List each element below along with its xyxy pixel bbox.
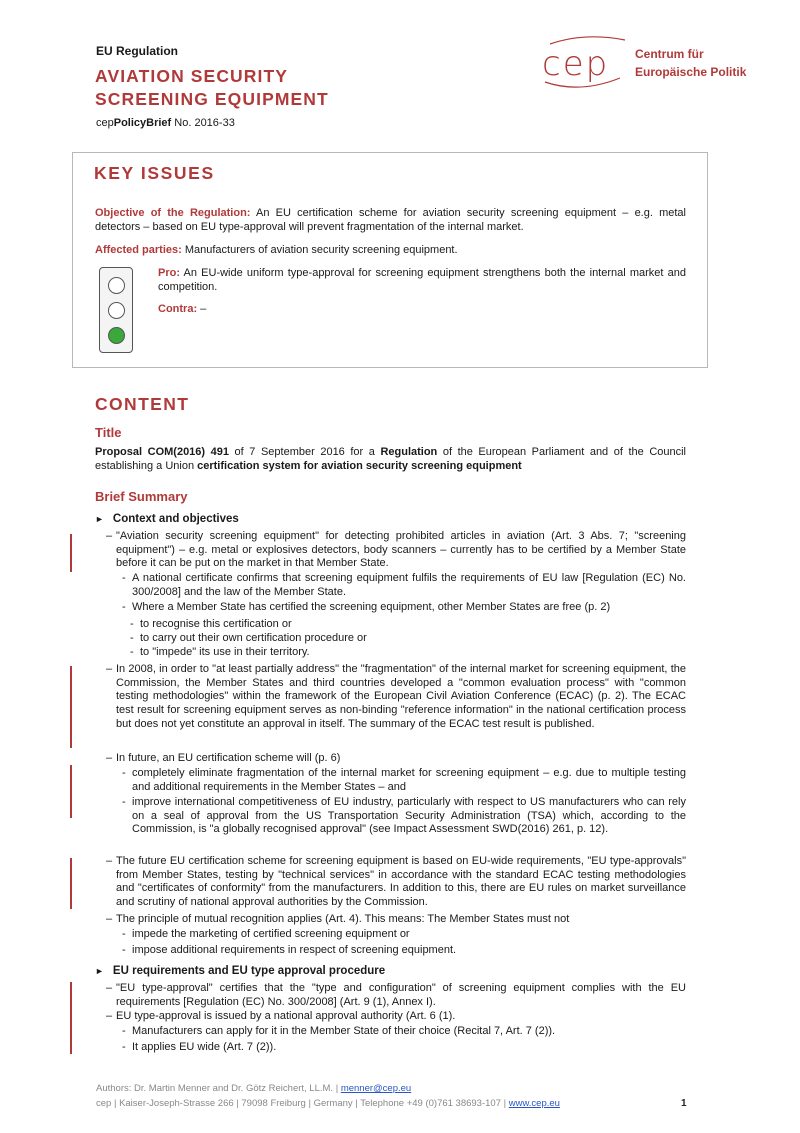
list-item: - A national certificate confirms that screening equipment fulfils the requirements of EU law [Regulation (EC) No. 300/2008] and the law of the Member State. — [122, 572, 686, 598]
traffic-light-red-lamp — [108, 277, 125, 294]
logo-organization: Centrum für Europäische Politik — [635, 47, 747, 79]
brief-summary-subheading: Brief Summary — [95, 489, 188, 504]
list-item: – The future EU certification scheme for screening equipment is based on EU-wide requirements, "EU type-approvals" from Member States, testing by "technical services" in accordance with the standard ECAC testing methodologies and "certificates of conformity" from the manufacturers. In addition to this, there are EU rules on market surveillance and scrutiny of national approval authorities by the Commission. — [106, 855, 686, 909]
list-item: - to recognise this certification or — [130, 618, 292, 630]
list-item: - to carry out their own certification procedure or — [130, 632, 367, 644]
list-item: – "EU type-approval" certifies that the "type and configuration" of screening equipment complies with the EU requirements [Regulation (EC) No. 300/2008] (Art. 9 (1), Annex I). — [106, 982, 686, 1008]
document-type-label: EU Regulation — [96, 44, 179, 58]
content-heading: CONTENT — [95, 394, 190, 414]
change-bar — [70, 666, 72, 748]
change-bar — [70, 982, 72, 1054]
key-issues-box — [72, 152, 708, 368]
list-item: - Where a Member State has certified the screening equipment, other Member States are free (p. 2) — [122, 601, 611, 613]
proposal-title-paragraph: Proposal COM(2016) 491 of 7 September 2016 for a Regulation of the European Parliament and of the Council establishing a Union certification system for aviation security screening equipment — [95, 446, 686, 473]
contra-paragraph: Contra: – — [158, 303, 207, 315]
traffic-light-icon — [99, 267, 133, 353]
list-item: – "Aviation security screening equipment" for detecting prohibited articles in aviation (Art. 3 Abs. 7; "screening equipment") – e.g. metal or explosives detectors, body scanners – currently has to be certified by a Member State before it can be put on the market in that Member State. — [106, 530, 686, 570]
logo-wordmark: cep — [542, 44, 610, 84]
document-title: AVIATION SECURITY SCREENING EQUIPMENT — [95, 66, 329, 109]
policy-brief-number: cepPolicyBrief No. 2016-33 — [96, 117, 235, 129]
bullet-eu-requirements: ► EU requirements and EU type approval procedure — [95, 965, 386, 977]
list-item: - improve international competitiveness of EU industry, particularly with respect to US manufacturers who can rely on a seal of approval from the US Transportation Security Administration (TSA) which, according to the Commission, is "a globally recognised approval" (see Impact Assessment SWD(2016) 261, p. 12). — [122, 796, 686, 836]
change-bar — [70, 765, 72, 818]
list-item: – The principle of mutual recognition applies (Art. 4). This means: The Member States must not — [106, 913, 570, 925]
change-bar — [70, 534, 72, 572]
page-number: 1 — [681, 1098, 687, 1109]
list-item: - completely eliminate fragmentation of the internal market for screening equipment – e.g. due to multiple testing and additional requirements in the Member States – and — [122, 767, 686, 793]
list-item: - impose additional requirements in respect of screening equipment. — [122, 944, 457, 956]
footer-authors: Authors: Dr. Martin Menner and Dr. Götz Reichert, LL.M. | menner@cep.eu — [96, 1083, 412, 1094]
list-item: - Manufacturers can apply for it in the Member State of their choice (Recital 7, Art. 7 (2)). — [122, 1025, 556, 1037]
affected-parties-paragraph: Affected parties: Manufacturers of aviation security screening equipment. — [95, 244, 458, 256]
objective-paragraph: Objective of the Regulation: An EU certification scheme for aviation security screening equipment – e.g. metal detectors – based on EU type-approval will prevent fragmentation of the internal market. — [95, 207, 686, 233]
change-bar — [70, 858, 72, 909]
bullet-context-objectives: ► Context and objectives — [95, 513, 239, 525]
key-issues-heading: KEY ISSUES — [94, 163, 215, 183]
pro-paragraph: Pro: An EU-wide uniform type-approval for screening equipment strengthens both the internal market and competition. — [158, 267, 686, 293]
author-email-link[interactable]: menner@cep.eu — [340, 1083, 412, 1094]
traffic-light-green-lamp — [108, 327, 125, 344]
website-link[interactable]: www.cep.eu — [508, 1098, 560, 1109]
list-item: - impede the marketing of certified screening equipment or — [122, 928, 410, 940]
list-item: – EU type-approval is issued by a national approval authority (Art. 6 (1). — [106, 1010, 456, 1022]
title-subheading: Title — [95, 425, 122, 440]
list-item: – In future, an EU certification scheme will (p. 6) — [106, 752, 341, 764]
list-item: – In 2008, in order to "at least partially address" the "fragmentation" of the internal market for screening equipment, the Commission, the Member States and third countries developed a "common evaluation process" with "common testing methodologies" within the framework of the European Civil Aviation Conference (ECAC) (p. 2). The ECAC test result for screening equipment serves as non-binding "reference information" in the national certification process but does not yet constitute an approval in itself. The summary of the ECAC test result is published. — [106, 663, 686, 730]
list-item: - to "impede" its use in their territory. — [130, 646, 310, 658]
traffic-light-amber-lamp — [108, 302, 125, 319]
list-item: - It applies EU wide (Art. 7 (2)). — [122, 1041, 277, 1053]
footer-address: cep | Kaiser-Joseph-Strasse 266 | 79098 Freiburg | Germany | Telephone +49 (0)761 38693-107 | www.cep.eu — [96, 1098, 560, 1109]
